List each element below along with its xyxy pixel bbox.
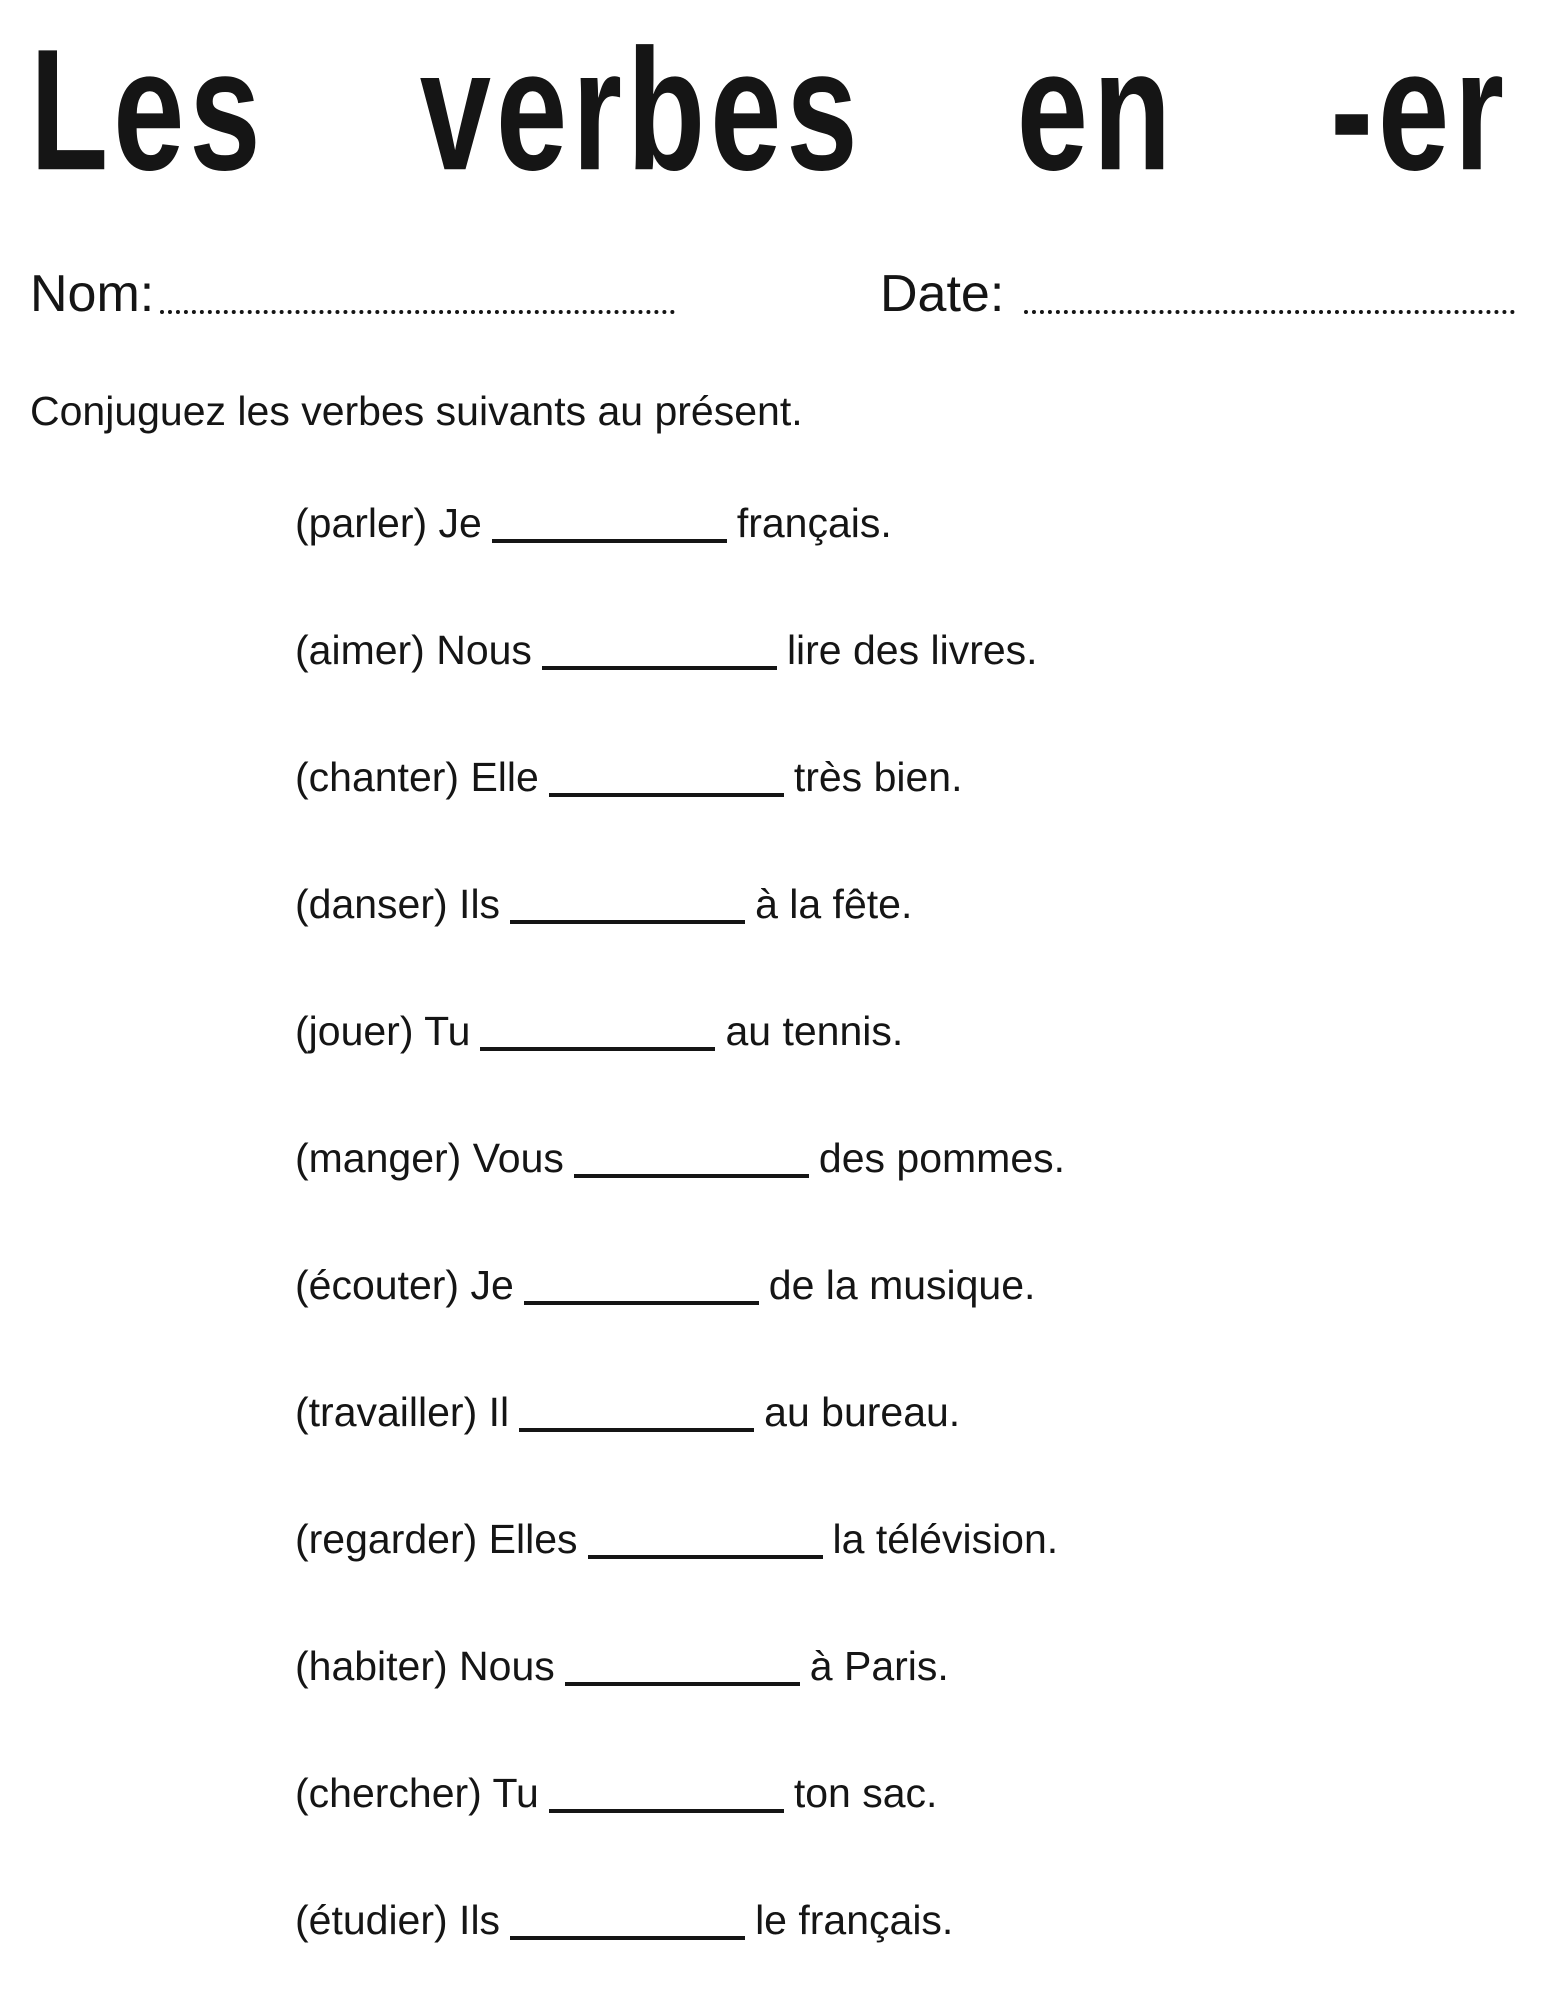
exercise-suffix: des pommes.: [818, 1135, 1066, 1181]
answer-blank: [565, 1682, 800, 1686]
name-label: Nom:: [30, 265, 155, 323]
exercise-line: [295, 1006, 1545, 1056]
answer-blank: [574, 1174, 809, 1178]
exercise-line: [295, 1641, 1545, 1691]
exercise-line: [295, 1514, 1545, 1564]
title-block: [30, 10, 1509, 218]
exercise-prompt: (jouer) Tu: [295, 1008, 471, 1054]
answer-blank: [510, 920, 745, 924]
exercise-suffix: ton sac.: [793, 1770, 938, 1816]
exercise-line: [295, 1895, 1545, 1945]
exercise-suffix: lire des livres.: [786, 627, 1038, 673]
name-date-row: [30, 264, 1515, 324]
exercise-prompt: (danser) Ils: [295, 881, 501, 927]
exercise-prompt: (écouter) Je: [295, 1262, 514, 1308]
exercise-prompt: (chanter) Elle: [295, 754, 539, 800]
exercise-prompt: (aimer) Nous: [295, 627, 532, 673]
answer-blank: [510, 1936, 745, 1940]
exercise-prompt: (travailler) Il: [295, 1389, 510, 1435]
answer-blank: [549, 793, 784, 797]
exercise-prompt: (habiter) Nous: [295, 1643, 555, 1689]
exercise-line: [295, 498, 1545, 548]
exercise-suffix: au bureau.: [764, 1389, 961, 1435]
exercise-suffix: de la musique.: [768, 1262, 1036, 1308]
exercise-line: [295, 1387, 1545, 1437]
exercise-prompt: (manger) Vous: [295, 1135, 564, 1181]
instruction-text: Conjuguez les verbes suivants au présent.: [30, 388, 803, 434]
exercise-suffix: à la fête.: [755, 881, 913, 927]
exercise-line: [295, 1133, 1545, 1183]
exercise-prompt: (regarder) Elles: [295, 1516, 578, 1562]
date-fill-line: [1024, 310, 1515, 314]
exercise-line: [295, 1260, 1545, 1310]
answer-blank: [480, 1047, 715, 1051]
worksheet-title: Les verbes en -er: [30, 14, 1509, 208]
exercise-line: [295, 752, 1545, 802]
exercise-suffix: au tennis.: [725, 1008, 904, 1054]
exercise-list: [295, 498, 1545, 1945]
worksheet-page: [0, 10, 1545, 1945]
exercise-prompt: (étudier) Ils: [295, 1897, 501, 1943]
exercise-prompt: (parler) Je: [295, 500, 482, 546]
exercise-suffix: très bien.: [793, 754, 963, 800]
exercise-suffix: la télévision.: [832, 1516, 1059, 1562]
answer-blank: [524, 1301, 759, 1305]
date-field: [880, 264, 1515, 324]
answer-blank: [492, 539, 727, 543]
exercise-line: [295, 625, 1545, 675]
answer-blank: [542, 666, 777, 670]
answer-blank: [519, 1428, 754, 1432]
exercise-prompt: (chercher) Tu: [295, 1770, 539, 1816]
name-fill-line: [160, 310, 675, 314]
name-field: [30, 264, 675, 324]
answer-blank: [588, 1555, 823, 1559]
exercise-suffix: le français.: [755, 1897, 954, 1943]
exercise-suffix: français.: [736, 500, 892, 546]
exercise-line: [295, 1768, 1545, 1818]
exercise-line: [295, 879, 1545, 929]
exercise-suffix: à Paris.: [809, 1643, 949, 1689]
date-label: Date:: [880, 265, 1005, 323]
answer-blank: [549, 1809, 784, 1813]
